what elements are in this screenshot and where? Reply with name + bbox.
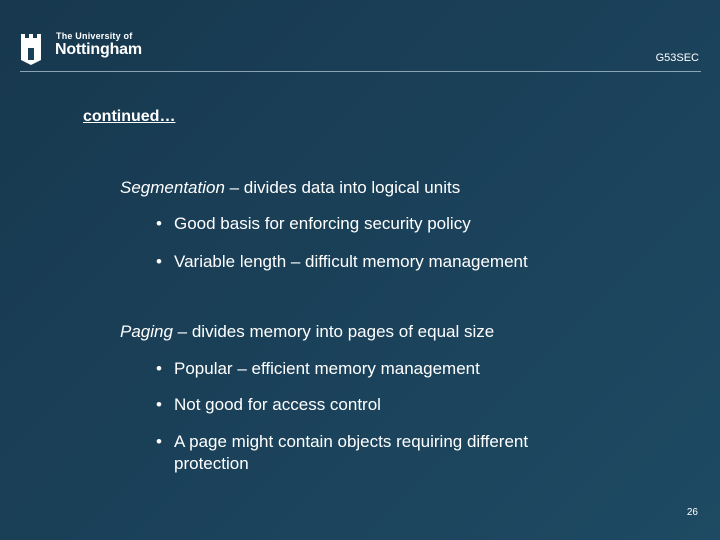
paging-definition: – divides memory into pages of equal size <box>172 322 495 341</box>
bullet-dot: • <box>156 252 162 271</box>
bullet-item <box>156 394 604 416</box>
bullet-text: Variable length – difficult memory management <box>174 252 528 271</box>
bullet-dot: • <box>156 359 162 378</box>
bullet-dot: • <box>156 214 162 233</box>
university-crest-icon <box>18 28 44 66</box>
logo-line-2: Nottingham <box>55 41 142 58</box>
bullet-dot: • <box>156 395 162 414</box>
logo-line-1: The University of <box>56 31 133 41</box>
segmentation-paragraph <box>120 178 460 198</box>
bullet-item <box>156 431 604 475</box>
segmentation-term: Segmentation <box>120 178 225 197</box>
section-heading: continued… <box>83 108 176 125</box>
bullet-text: Popular – efficient memory management <box>174 359 480 378</box>
paging-term: Paging <box>120 322 173 341</box>
bullet-item <box>156 358 604 380</box>
course-code: G53SEC <box>655 52 699 64</box>
paging-paragraph <box>120 322 494 342</box>
bullet-dot: • <box>156 432 162 451</box>
bullet-item <box>156 251 604 273</box>
bullet-text: Good basis for enforcing security policy <box>174 214 471 233</box>
bullet-item <box>156 213 604 235</box>
segmentation-definition: – divides data into logical units <box>224 178 461 197</box>
page-number: 26 <box>686 507 698 518</box>
bullet-text: Not good for access control <box>174 395 381 414</box>
header-divider <box>20 71 701 72</box>
bullet-text: A page might contain objects requiring different protection <box>174 432 529 473</box>
